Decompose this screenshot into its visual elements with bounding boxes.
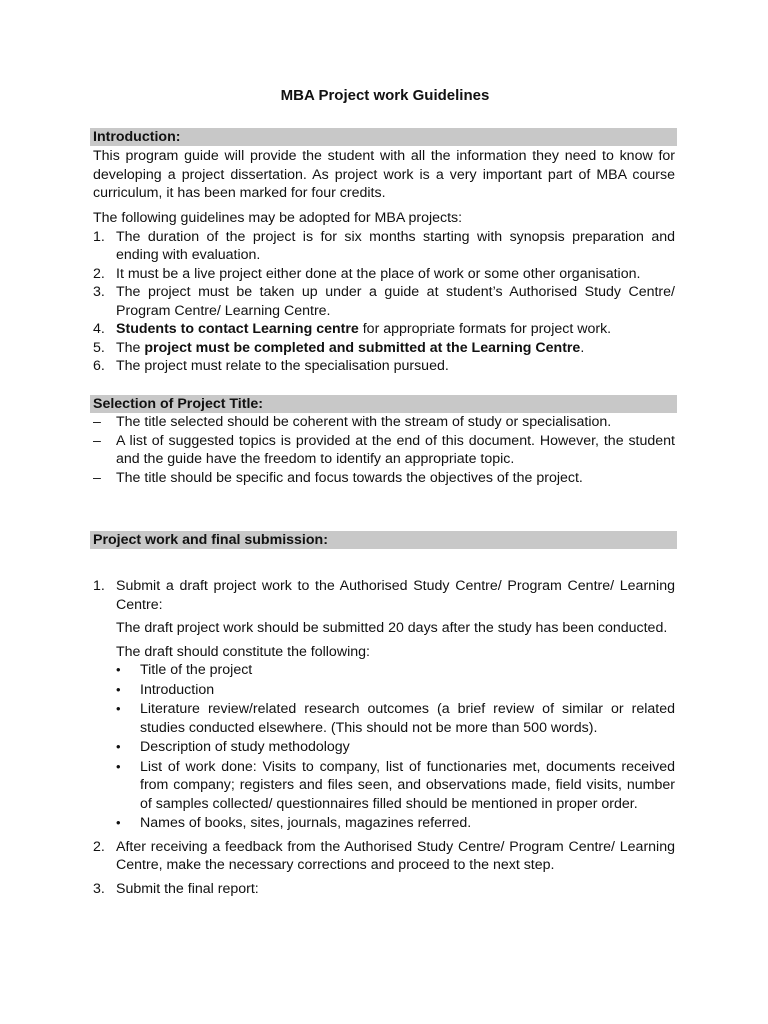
list-text: A list of suggested topics is provided at the end of this document. However, the student and the guide have the freedom to identify an appropriate topic. [116, 432, 675, 467]
bullet-text: Introduction [140, 681, 215, 698]
list-number: 6. [93, 358, 105, 374]
list-item [93, 357, 675, 376]
list-text [116, 339, 675, 358]
dash-marker: – [93, 469, 101, 486]
bullet-text: Title of the project [140, 662, 253, 678]
list-number: 5. [93, 339, 105, 356]
list-text: The project must relate to the specialisation pursued. [116, 358, 449, 374]
bullet-item [116, 738, 675, 757]
list-item [93, 339, 675, 358]
list-text: Submit the final report: [116, 880, 259, 897]
list-item [93, 283, 675, 320]
selection-list [93, 413, 675, 487]
list-number: 2. [93, 265, 105, 282]
plain-text: The [116, 339, 145, 356]
bullet-item [116, 661, 675, 680]
bullet-text: Description of study methodology [140, 739, 350, 755]
list-number: 1. [93, 228, 105, 245]
bullet-marker: • [116, 815, 121, 830]
list-text: It must be a live project either done at the place of work or some other organisation. [116, 265, 641, 282]
list-item [93, 432, 675, 469]
bullet-marker: • [116, 681, 121, 697]
list-text: Submit a draft project work to the Authorised Study Centre/ Program Centre/ Learning Centre: [116, 578, 675, 613]
list-number: 2. [93, 838, 105, 855]
list-text: The project must be taken up under a guide at student’s Authorised Study Centre/ Program Centre/ Learning Centre. [116, 284, 675, 319]
intro-text: This program guide will provide the student with all the information they need to know for developing a project dissertation. As project work is a very important part of MBA course curriculum, it has been marked for four credits. [93, 148, 675, 201]
list-item [93, 265, 675, 284]
list-text: After receiving a feedback from the Authorised Study Centre/ Program Centre/ Learning Centre, make the necessary corrections and proceed to the next step. [116, 838, 675, 873]
list-text: The duration of the project is for six months starting with synopsis preparation and ending with evaluation. [116, 228, 675, 263]
list-item [93, 469, 675, 488]
list-item [93, 320, 675, 339]
bullet-marker: • [116, 758, 121, 774]
bullet-item [116, 681, 675, 700]
guidelines-list [93, 209, 675, 376]
guidelines-lead: The following guidelines may be adopted for MBA projects: [93, 210, 463, 226]
list-number: 4. [93, 321, 105, 337]
plain-text: . [580, 339, 585, 356]
list-item [93, 838, 675, 875]
list-item [93, 228, 675, 265]
bullet-text: Names of books, sites, journals, magazines referred. [140, 815, 472, 831]
bullet-marker: • [116, 662, 121, 677]
dash-marker: – [93, 414, 101, 430]
list-number: 3. [93, 284, 105, 300]
list-text [116, 320, 675, 339]
bold-text: Students to contact Learning centre [116, 321, 359, 337]
list-item [93, 577, 675, 614]
section-heading-submission: Project work and final submission: [90, 531, 677, 549]
plain-text: for appropriate formats for project work. [358, 321, 612, 337]
bullet-item [116, 700, 675, 737]
submission-list [93, 577, 675, 898]
draft-note: The draft project work should be submitted 20 days after the study has been conducted. [116, 620, 668, 636]
list-text: The title selected should be coherent with the stream of study or specialisation. [116, 414, 612, 430]
bold-text: project must be completed and submitted at the Learning Centre [144, 339, 581, 356]
bullet-text: Literature review/related research outcomes (a brief review of similar or related studies conducted elsewhere. (This should not be more than 500 words). [140, 701, 675, 736]
bullet-item [116, 814, 675, 833]
list-item [93, 413, 675, 432]
dash-marker: – [93, 432, 101, 449]
intro-paragraph [93, 147, 675, 203]
list-text: The title should be specific and focus towards the objectives of the project. [116, 469, 583, 486]
list-number: 1. [93, 578, 105, 594]
bullet-item [116, 758, 675, 814]
draft-constitute-note: The draft should constitute the following: [116, 643, 370, 660]
bullet-marker: • [116, 701, 121, 716]
section-heading-selection: Selection of Project Title: [90, 395, 677, 413]
section-heading-introduction: Introduction: [90, 128, 677, 146]
bullet-marker: • [116, 739, 121, 754]
document-title: MBA Project work Guidelines [280, 87, 490, 104]
list-number: 3. [93, 880, 105, 897]
bullet-text: List of work done: Visits to company, list of functionaries met, documents received from company; registers and files seen, and observations made, field visits, number of samples collected/ questionnaires filled should be mentioned in proper order. [140, 758, 675, 812]
list-item [93, 880, 675, 899]
